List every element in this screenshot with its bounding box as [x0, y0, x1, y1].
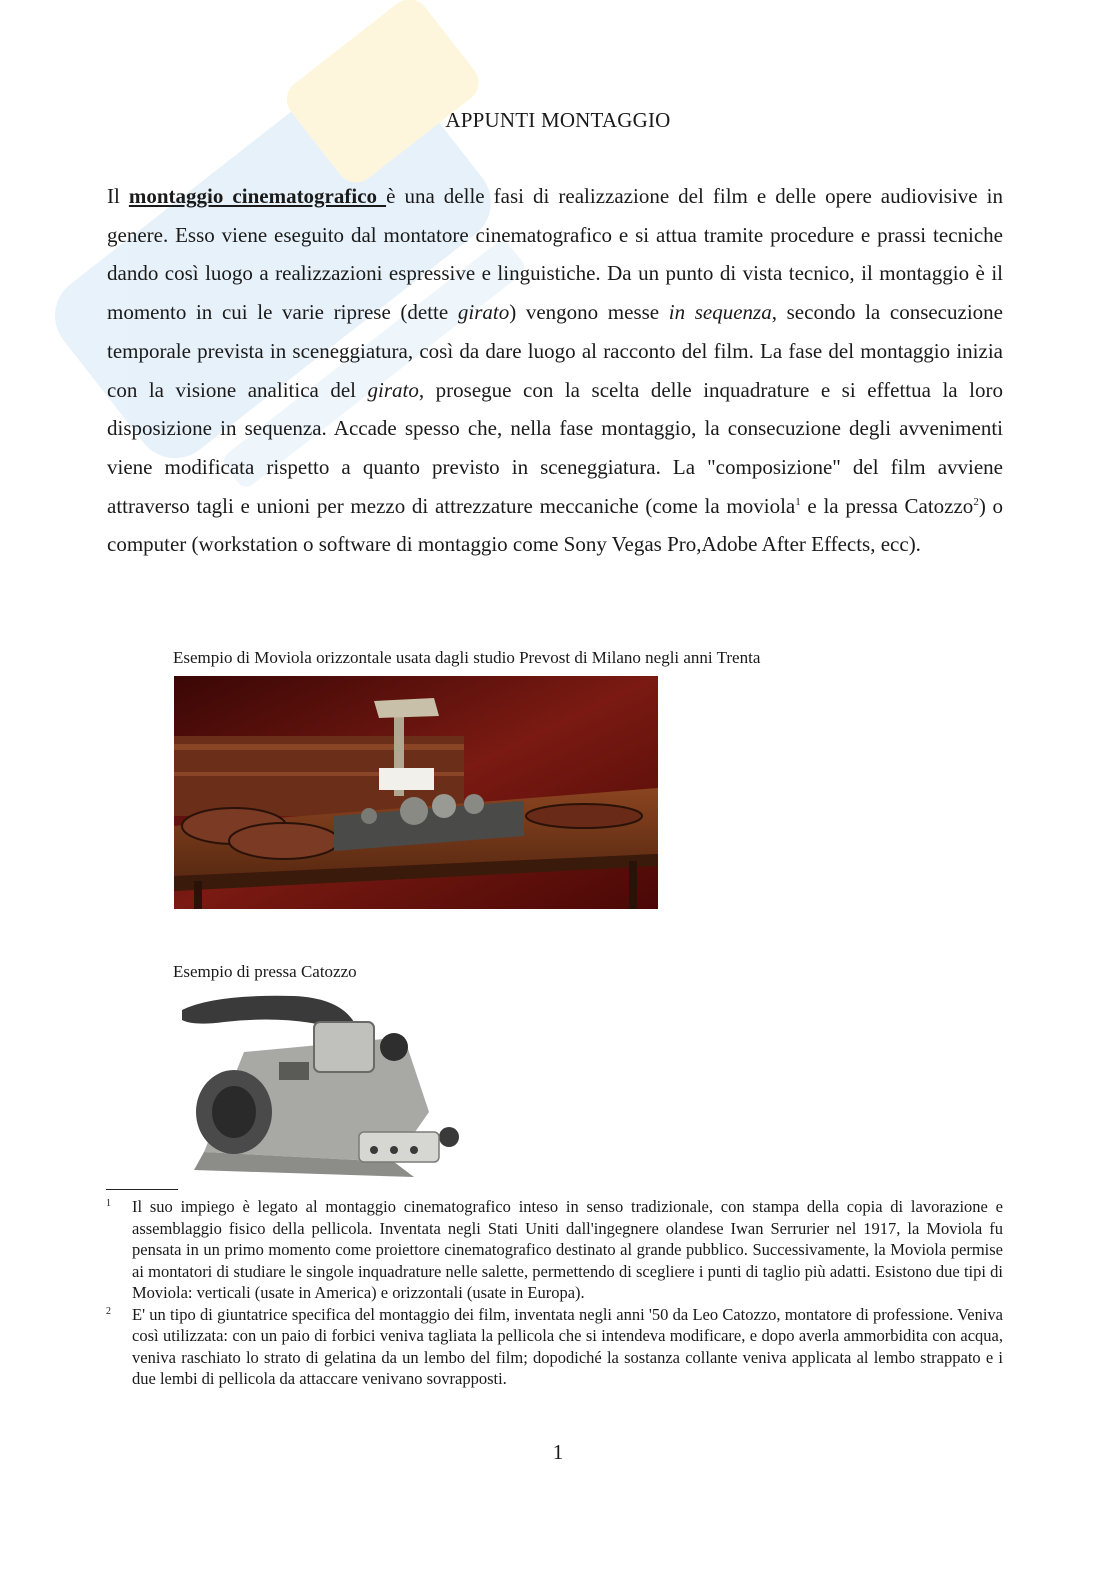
paragraph-text: ) vengono messe [509, 300, 669, 325]
footnote-number: 2 [106, 1305, 111, 1317]
footnote-number: 1 [106, 1198, 111, 1209]
footnote-text: Il suo impiego è legato al montaggio cinematografico inteso in senso tradizionale, con stampa della copia di lavorazione e assemblaggio fisico della pellicola. Inventata negli Stati Uniti dall'ingegnere olandese Iwan Serrurier nel 1917, la Moviola fu pensata in un primo momento come proiettore cinematografico destinato al grande pubblico. Successivamente, la Moviola permise ai montatori di studiare le singole inquadrature nelle salette, permettendo di scegliere i punti di taglio più adatti. Esistono due tipi di Moviola: verticali (usate in America) e orizzontali (usate in Europa). [132, 1197, 1003, 1302]
footnote-separator [106, 1189, 178, 1190]
paragraph-text: , secondo la consecuzione temporale prevista in sceneggiatura, così da dare luogo al racconto del film. La fase del montaggio inizia con la visione analitica del [107, 300, 1003, 402]
footnote-2 [106, 1304, 1003, 1390]
footnote-text: E' un tipo di giuntatrice specifica del montaggio dei film, inventata negli anni '50 da Leo Catozzo, montatore di professione. Veniva così utilizzata: con un paio di forbici veniva tagliata la pellicola che si intendeva modificare, e dopo averla ammorbidita con acqua, veniva raschiato lo strato di gelatina da un lembo del film; dopodiché la sostanza collante veniva applicata al lembo strappato e i due lembi di pellicola da attaccare venivano sovrapposti. [132, 1304, 1003, 1388]
paragraph-text: , prosegue con la scelta delle inquadrature e si effettua la loro disposizione in sequenza. Accade spesso che, nella fase montaggio, la consecuzione degli avvenimenti viene modificata rispetto a quanto previsto in sceneggiatura. La "composizione" del film avviene attraverso tagli e unioni per mezzo di attrezzature meccaniche (come la moviola [107, 377, 1003, 518]
moviola-photo [174, 676, 658, 909]
keyword-link[interactable]: montaggio cinematografico [128, 184, 387, 208]
main-paragraph [107, 177, 1003, 564]
paragraph-text: e la pressa Catozzo [800, 493, 974, 518]
paragraph-text: Il [107, 184, 129, 208]
footnotes [106, 1196, 1003, 1390]
footnote-ref[interactable]: 1 [795, 495, 801, 508]
italic-term: in sequenza [668, 300, 772, 325]
paragraph-text: è una delle fasi di realizzazione del film e delle opere audiovisive in genere. Esso viene eseguito dal montatore cinematografico e si attua tramite procedure e prassi tecniche dando così luogo a realizzazioni espressive e linguistiche. Da un punto di vista tecnico, il montaggio è il momento in cui le varie riprese (dette [107, 184, 1003, 325]
document-title: APPUNTI MONTAGGIO [445, 108, 671, 132]
italic-term: girato [367, 377, 419, 402]
figure-caption-catozzo: Esempio di pressa Catozzo [173, 962, 357, 981]
figure-caption-moviola: Esempio di Moviola orizzontale usata dagli studio Prevost di Milano negli anni Trenta [173, 648, 761, 667]
footnote-1 [106, 1196, 1003, 1304]
catozzo-press-photo [174, 992, 464, 1192]
page-number: 1 [552, 1440, 564, 1464]
italic-term: girato [457, 300, 510, 325]
footnote-ref[interactable]: 2 [973, 495, 979, 508]
paragraph-text: ) o computer (workstation o software di montaggio come Sony Vegas Pro,Adobe After Effects, ecc). [107, 493, 1004, 557]
